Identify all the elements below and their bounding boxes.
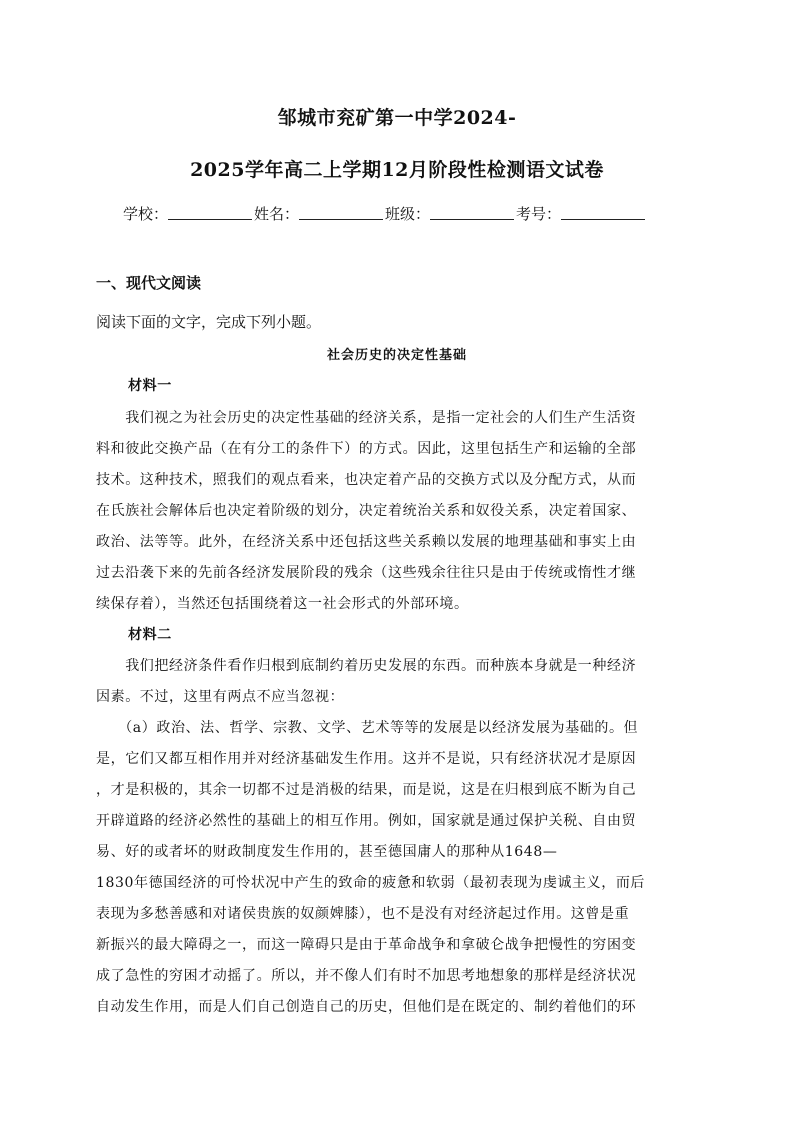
article-line: 开辟道路的经济必然性的基础上的相互作用。例如，国家就是通过保护关税、自由贸 [96,813,637,829]
name-label: 姓名： [254,205,300,223]
article-line: 是，它们又都互相作用并对经济基础发生作用。这并不是说，只有经济状况才是原因 [96,751,637,767]
article-line: 表现为多愁善感和对诸侯贵族的奴颜婢膝），也不是没有对经济起过作用。这曾是重 [96,906,630,922]
material2-label: 材料二 [128,627,172,643]
student-info-line [123,203,647,224]
article-line: 技术。这种技术，照我们的观点看来，也决定着产品的交换方式以及分配方式，从而 [96,472,637,488]
name-blank [299,205,383,220]
school-label: 学校： [123,205,169,223]
class-blank [430,205,514,220]
article-line: 料和彼此交换产品（在有分工的条件下）的方式。因此，这里包括生产和运输的全部 [96,441,637,457]
section-instruction: 阅读下面的文字，完成下列小题。 [96,313,322,331]
article-line: 过去沿袭下来的先前各经济发展阶段的残余（这些残余往往只是由于传统或惰性才继 [96,565,637,581]
article-line: 自动发生作用，而是人们自己创造自己的历史，但他们是在既定的、制约着他们的环 [96,999,637,1015]
exam-title-line2: 2025学年高二上学期12月阶段性检测语文试卷 [190,159,604,181]
article-line: 我们视之为社会历史的决定性基础的经济关系，是指一定社会的人们生产生活资 [96,410,637,426]
material1-label: 材料一 [128,378,172,394]
article-line: 因素。不过，这里有两点不应当忽视： [96,689,345,705]
article-line: 在氏族社会解体后也决定着阶级的划分，决定着统治关系和奴役关系，决定着国家、 [96,503,637,519]
article-line: 1830年德国经济的可怜状况中产生的致命的疲惫和软弱（最初表现为虔诚主义，而后 [96,875,646,891]
article-line: 成了急性的穷困才动摇了。所以，并不像人们有时不加思考地想象的那样是经济状况 [96,968,637,984]
section-heading: 一、现代文阅读 [96,274,202,292]
number-label: 考号： [516,205,562,223]
article-line: 新振兴的最大障碍之一，而这一障碍只是由于革命战争和拿破仑战争把慢性的穷困变 [96,937,637,953]
school-blank [168,205,252,220]
article-title: 社会历史的决定性基础 [326,348,467,363]
number-blank [561,205,645,220]
article-line: 易、好的或者坏的财政制度发生作用的，甚至德国庸人的那种从1648— [96,844,558,860]
article-line: 我们把经济条件看作归根到底制约着历史发展的东西。而种族本身就是一种经济 [96,658,637,674]
article-line: ，才是积极的，其余一切都不过是消极的结果，而是说，这是在归根到底不断为自己 [96,782,637,798]
article-line: 续保存着），当然还包括围绕着这一社会形式的外部环境。 [96,596,469,612]
article-line: （a）政治、法、哲学、宗教、文学、艺术等等的发展是以经济发展为基础的。但 [96,720,639,736]
class-label: 班级： [385,205,431,223]
article-line: 政治、法等等。此外，在经济关系中还包括这些关系赖以发展的地理基础和事实上由 [96,534,637,550]
exam-title-line1: 邹城市兖矿第一中学2024- [277,107,517,129]
